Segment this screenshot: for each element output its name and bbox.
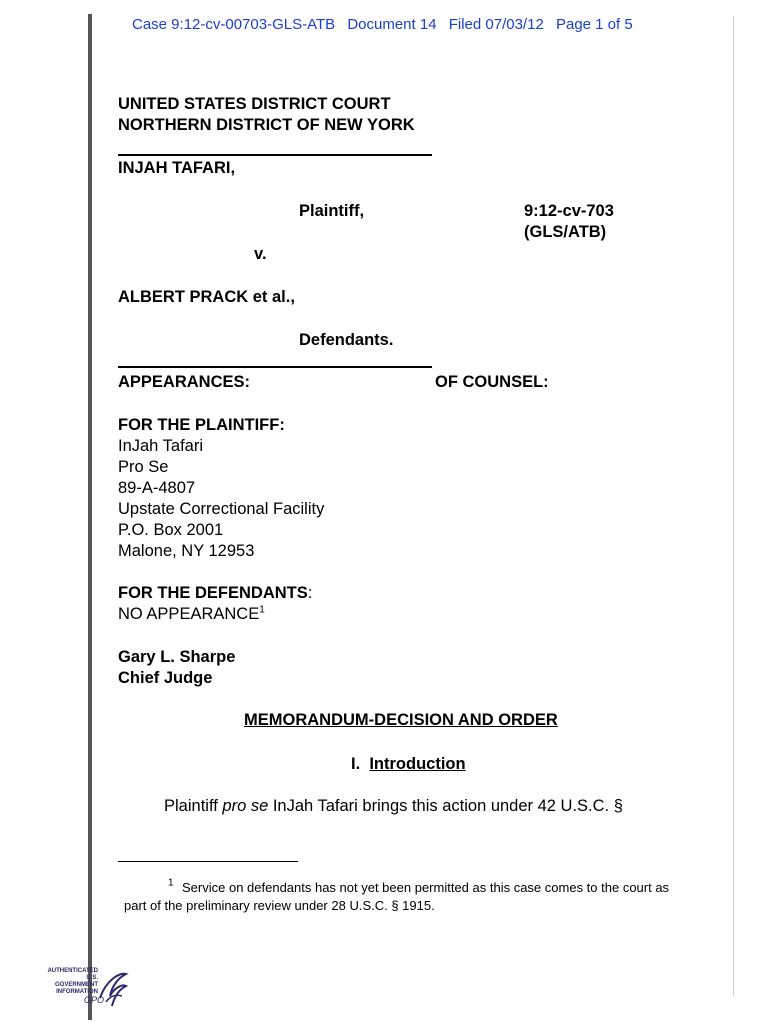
case-number: Case 9:12-cv-00703-GLS-ATB: [132, 16, 336, 33]
section-number: I.: [351, 755, 361, 773]
footnote-line: part of the preliminary review under 28 U.S.C. § 1915.: [124, 898, 435, 913]
footnote-separator: [118, 861, 298, 862]
versus: v.: [254, 245, 267, 263]
plaintiff-address-line: Upstate Correctional Facility: [118, 500, 325, 518]
plaintiff-name: INJAH TAFARI,: [118, 159, 236, 177]
plaintiff-address-line: 89-A-4807: [118, 479, 196, 497]
no-appearance-text: NO APPEARANCE: [118, 605, 260, 623]
page-indicator: Page 1 of 5: [555, 16, 633, 33]
footnote-line: Service on defendants has not yet been permitted as this case comes to the court as: [182, 880, 670, 895]
footnote-number: 1: [168, 877, 174, 889]
plaintiff-address-line: InJah Tafari: [118, 437, 203, 455]
plaintiff-appearance-heading: FOR THE PLAINTIFF:: [118, 416, 285, 434]
gpo-authentication-seal: [44, 968, 134, 1012]
seal-line: U.S. GOVERNMENT: [54, 975, 98, 988]
filed-date: Filed 07/03/12: [448, 16, 544, 33]
para-italic: pro se: [222, 797, 269, 815]
intro-paragraph: [164, 796, 623, 817]
judge-initials: (GLS/ATB): [524, 223, 607, 241]
plaintiff-address-line: Pro Se: [118, 458, 169, 476]
defendants-heading-colon: :: [307, 584, 313, 602]
footnote-marker: [168, 878, 174, 896]
section-title: Introduction: [369, 755, 466, 773]
plaintiff-address-line: P.O. Box 2001: [118, 521, 224, 539]
defendant-name: ALBERT PRACK et al.,: [118, 288, 295, 306]
section-heading: [351, 754, 466, 775]
para-start: Plaintiff: [164, 797, 223, 815]
left-margin-bar: [88, 14, 92, 1020]
eagle-icon: [96, 968, 130, 1010]
right-margin-line: [733, 16, 734, 996]
judge-name: Gary L. Sharpe: [118, 648, 236, 666]
plaintiff-label: Plaintiff,: [299, 202, 365, 220]
gpo-mark: GPO: [84, 995, 105, 1005]
seal-line: AUTHENTICATED: [47, 968, 98, 974]
footnote-ref[interactable]: 1: [259, 604, 265, 616]
seal-line: INFORMATION: [56, 989, 98, 995]
caption-rule-top: [118, 154, 432, 156]
court-name: UNITED STATES DISTRICT COURT: [118, 95, 391, 113]
para-rest: InJah Tafari brings this action under 42 U.S.C. §: [268, 797, 623, 815]
court-district: NORTHERN DISTRICT OF NEW YORK: [118, 116, 415, 134]
plaintiff-address-line: Malone, NY 12953: [118, 542, 255, 560]
defendant-label: Defendants.: [299, 331, 394, 349]
case-number-caption: 9:12-cv-703: [524, 202, 614, 220]
no-appearance: [118, 604, 265, 625]
appearances-heading: APPEARANCES:: [118, 373, 251, 391]
judge-title: Chief Judge: [118, 669, 213, 687]
of-counsel-heading: OF COUNSEL:: [435, 373, 549, 391]
seal-text: [44, 968, 98, 996]
ecf-header: [132, 16, 641, 33]
document-number: Document 14: [347, 16, 437, 33]
order-title: MEMORANDUM-DECISION AND ORDER: [244, 711, 558, 729]
caption-rule-bottom: [118, 366, 432, 368]
defendants-appearance-heading: [118, 583, 312, 604]
defendants-heading-text: FOR THE DEFENDANTS: [118, 584, 308, 602]
